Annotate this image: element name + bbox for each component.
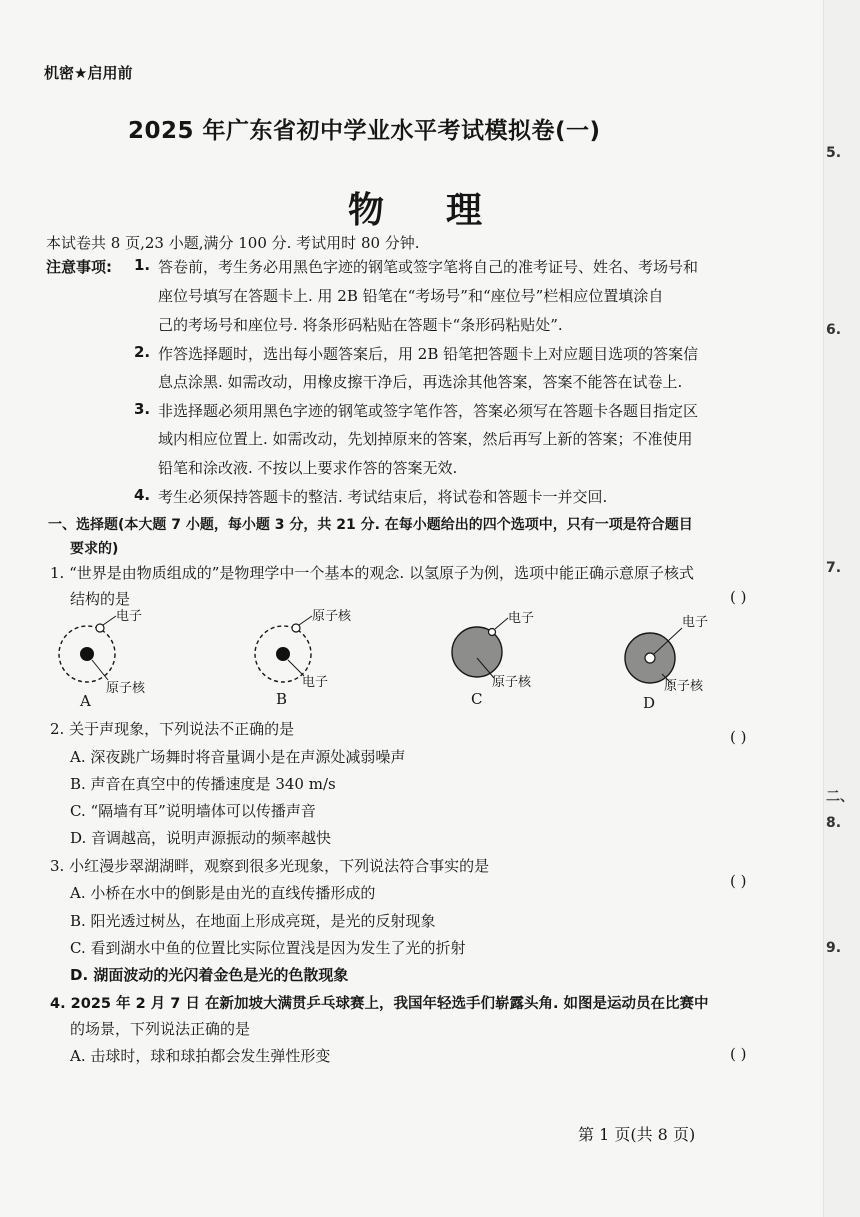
option-line: C. 看到湖水中鱼的位置比实际位置浅是因为发生了光的折射 — [70, 939, 466, 957]
answer-paren: ( ) — [730, 1045, 747, 1063]
answer-paren: ( ) — [730, 728, 747, 746]
option-line: B. 声音在真空中的传播速度是 340 m/s — [70, 775, 336, 793]
page-footer: 第 1 页(共 8 页) — [578, 1125, 696, 1144]
adjacent-page-strip — [823, 0, 860, 1217]
option-line: A. 击球时，球和球拍都会发生弹性形变 — [70, 1047, 331, 1065]
notes-label: 注意事项: — [46, 258, 112, 276]
note-line: 己的考场号和座位号. 将条形码粘贴在答题卡“条形码粘贴处”. — [158, 316, 563, 334]
subject-title: 物理 — [348, 190, 545, 231]
option-line: D. 音调越高，说明声源振动的频率越快 — [70, 829, 332, 847]
nucleus-label: 原子核 — [106, 681, 146, 696]
option-d-diagram — [625, 614, 708, 712]
option-a-label: A — [80, 692, 91, 710]
nucleus-label: 原子核 — [664, 679, 704, 694]
note-line: 非选择题必须用黑色字迹的钢笔或签字笔作答，答案必须写在答题卡各题目指定区 — [158, 402, 699, 420]
option-line: B. 阳光透过树丛，在地面上形成亮斑，是光的反射现象 — [70, 912, 436, 930]
note-line: 铅笔和涂改液. 不按以上要求作答的答案无效. — [158, 459, 458, 477]
note-line: 域内相应位置上. 如需改动，先划掉原来的答案，然后再写上新的答案；不准使用 — [158, 430, 693, 448]
question-1-stem-cont: 结构的是 — [70, 590, 131, 608]
margin-number: 9. — [826, 940, 842, 956]
margin-number: 7. — [826, 560, 842, 576]
answer-paren: ( ) — [730, 872, 747, 890]
note-line: 座位号填写在答题卡上. 用 2B 铅笔在“考场号”和“座位号”栏相应位置填涂自 — [158, 287, 664, 305]
nucleus-label: 原子核 — [492, 675, 532, 690]
option-b-label: B — [276, 690, 288, 708]
section-heading-cont: 要求的) — [70, 541, 119, 557]
option-d-label: D — [643, 694, 656, 712]
margin-number: 6. — [826, 322, 842, 338]
option-c-label: C — [471, 690, 483, 708]
question-4-stem: 4. 2025 年 2 月 7 日 在新加坡大满贯乒乓球赛上，我国年轻选手们崭露头角. 如图是运动员在比赛中 — [50, 996, 709, 1012]
exam-title: 2025 年广东省初中学业水平考试模拟卷(一) — [128, 118, 601, 144]
question-4-stem-cont: 的场景，下列说法正确的是 — [70, 1020, 251, 1038]
question-3-stem: 3. 小红漫步翠湖湖畔，观察到很多光现象，下列说法符合事实的是 — [50, 857, 490, 875]
margin-number: 8. — [826, 815, 842, 831]
exam-info: 本试卷共 8 页,23 小题,满分 100 分. 考试用时 80 分钟. — [46, 234, 420, 252]
option-line: A. 深夜跳广场舞时将音量调小是在声源处减弱噪声 — [70, 748, 406, 766]
section-heading: 一、选择题(本大题 7 小题，每小题 3 分，共 21 分. 在每小题给出的四个选项中，只有一项是符合题目 — [48, 517, 693, 533]
margin-number: 5. — [826, 145, 842, 161]
note-line: 作答选择题时，选出每小题答案后，用 2B 铅笔把答题卡上对应题目选项的答案信 — [158, 345, 699, 363]
question-1-stem: 1. “世界是由物质组成的”是物理学中一个基本的观念. 以氢原子为例，选项中能正确示意原子核式 — [50, 564, 694, 582]
note-number: 4. — [134, 486, 151, 504]
option-b-diagram — [255, 608, 352, 708]
note-number: 1. — [134, 256, 151, 274]
margin-number: 二、 — [826, 789, 854, 805]
atom-structure-figure — [40, 606, 760, 712]
note-number: 2. — [134, 343, 151, 361]
note-line: 息点涂黑. 如需改动，用橡皮擦干净后，再选涂其他答案，答案不能答在试卷上. — [158, 373, 683, 391]
option-line: D. 湖面波动的光闪着金色是光的色散现象 — [70, 966, 349, 984]
option-c-diagram — [452, 610, 534, 708]
electron-label: 电子 — [682, 615, 709, 630]
nucleus-label: 原子核 — [312, 609, 352, 624]
electron-label: 电子 — [116, 609, 143, 624]
option-a-diagram — [59, 608, 146, 710]
note-line: 答卷前，考生务必用黑色字迹的钢笔或签字笔将自己的准考证号、姓名、考场号和 — [158, 258, 699, 276]
electron-label: 电子 — [302, 675, 329, 690]
electron-label: 电子 — [508, 611, 535, 626]
answer-paren: ( ) — [730, 588, 747, 606]
note-line: 考生必须保持答题卡的整洁. 考试结束后，将试卷和答题卡一并交回. — [158, 488, 608, 506]
option-line: A. 小桥在水中的倒影是由光的直线传播形成的 — [70, 884, 376, 902]
confidential-label: 机密★启用前 — [44, 64, 133, 82]
note-number: 3. — [134, 400, 151, 418]
question-2-stem: 2. 关于声现象，下列说法不正确的是 — [50, 720, 295, 738]
option-line: C. “隔墙有耳”说明墙体可以传播声音 — [70, 802, 316, 820]
